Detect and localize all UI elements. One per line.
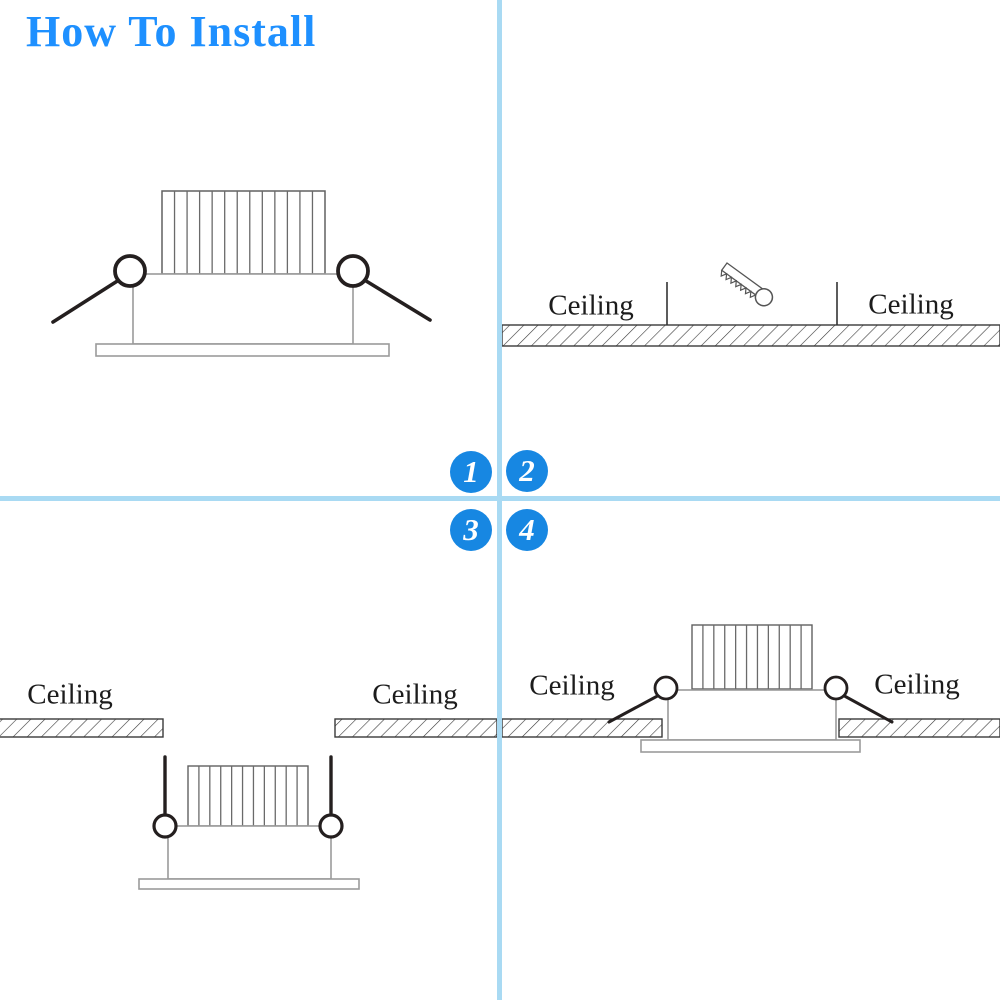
trim-flange xyxy=(139,879,359,889)
ceiling-label-step4-right: Ceiling xyxy=(874,668,960,701)
trim-flange xyxy=(96,344,389,356)
ceiling-label-step4-left: Ceiling xyxy=(529,669,615,702)
ceiling-band-left xyxy=(0,719,163,737)
fixture-body xyxy=(168,826,331,879)
step-3-badge xyxy=(450,509,492,551)
ceiling-label-step2-left: Ceiling xyxy=(548,289,634,322)
fixture-body xyxy=(668,690,836,740)
step-3-number: 3 xyxy=(463,511,479,547)
ceiling-label-step3-left: Ceiling xyxy=(27,678,113,711)
step-2-number: 2 xyxy=(519,452,535,488)
step-2-badge xyxy=(506,450,548,492)
ceiling-label-step3-right: Ceiling xyxy=(372,678,458,711)
spring-pivot-right xyxy=(825,677,847,699)
step-1-number: 1 xyxy=(463,453,479,489)
fixture-body xyxy=(133,274,353,344)
heatsink xyxy=(162,191,325,274)
step-1-badge xyxy=(450,451,492,493)
ceiling-band-right xyxy=(839,719,1000,737)
ceiling-band xyxy=(502,325,1000,346)
page-title: How To Install xyxy=(26,7,317,56)
step-4-number: 4 xyxy=(519,511,535,547)
spring-pivot-left xyxy=(115,256,145,286)
saw-icon xyxy=(718,261,775,309)
spring-pivot-right xyxy=(338,256,368,286)
divider-horizontal xyxy=(0,496,1000,501)
ceiling-band-right xyxy=(335,719,497,737)
spring-pivot-right xyxy=(320,815,342,837)
step-1-diagram-downlight-springs-open xyxy=(0,170,460,370)
spring-clip-left xyxy=(609,693,663,722)
spring-pivot-left xyxy=(655,677,677,699)
heatsink xyxy=(188,766,308,826)
step-4-badge xyxy=(506,509,548,551)
heatsink xyxy=(692,625,812,689)
spring-pivot-left xyxy=(154,815,176,837)
trim-flange xyxy=(641,740,860,752)
ceiling-band-left xyxy=(502,719,662,737)
ceiling-label-step2-right: Ceiling xyxy=(868,288,954,321)
